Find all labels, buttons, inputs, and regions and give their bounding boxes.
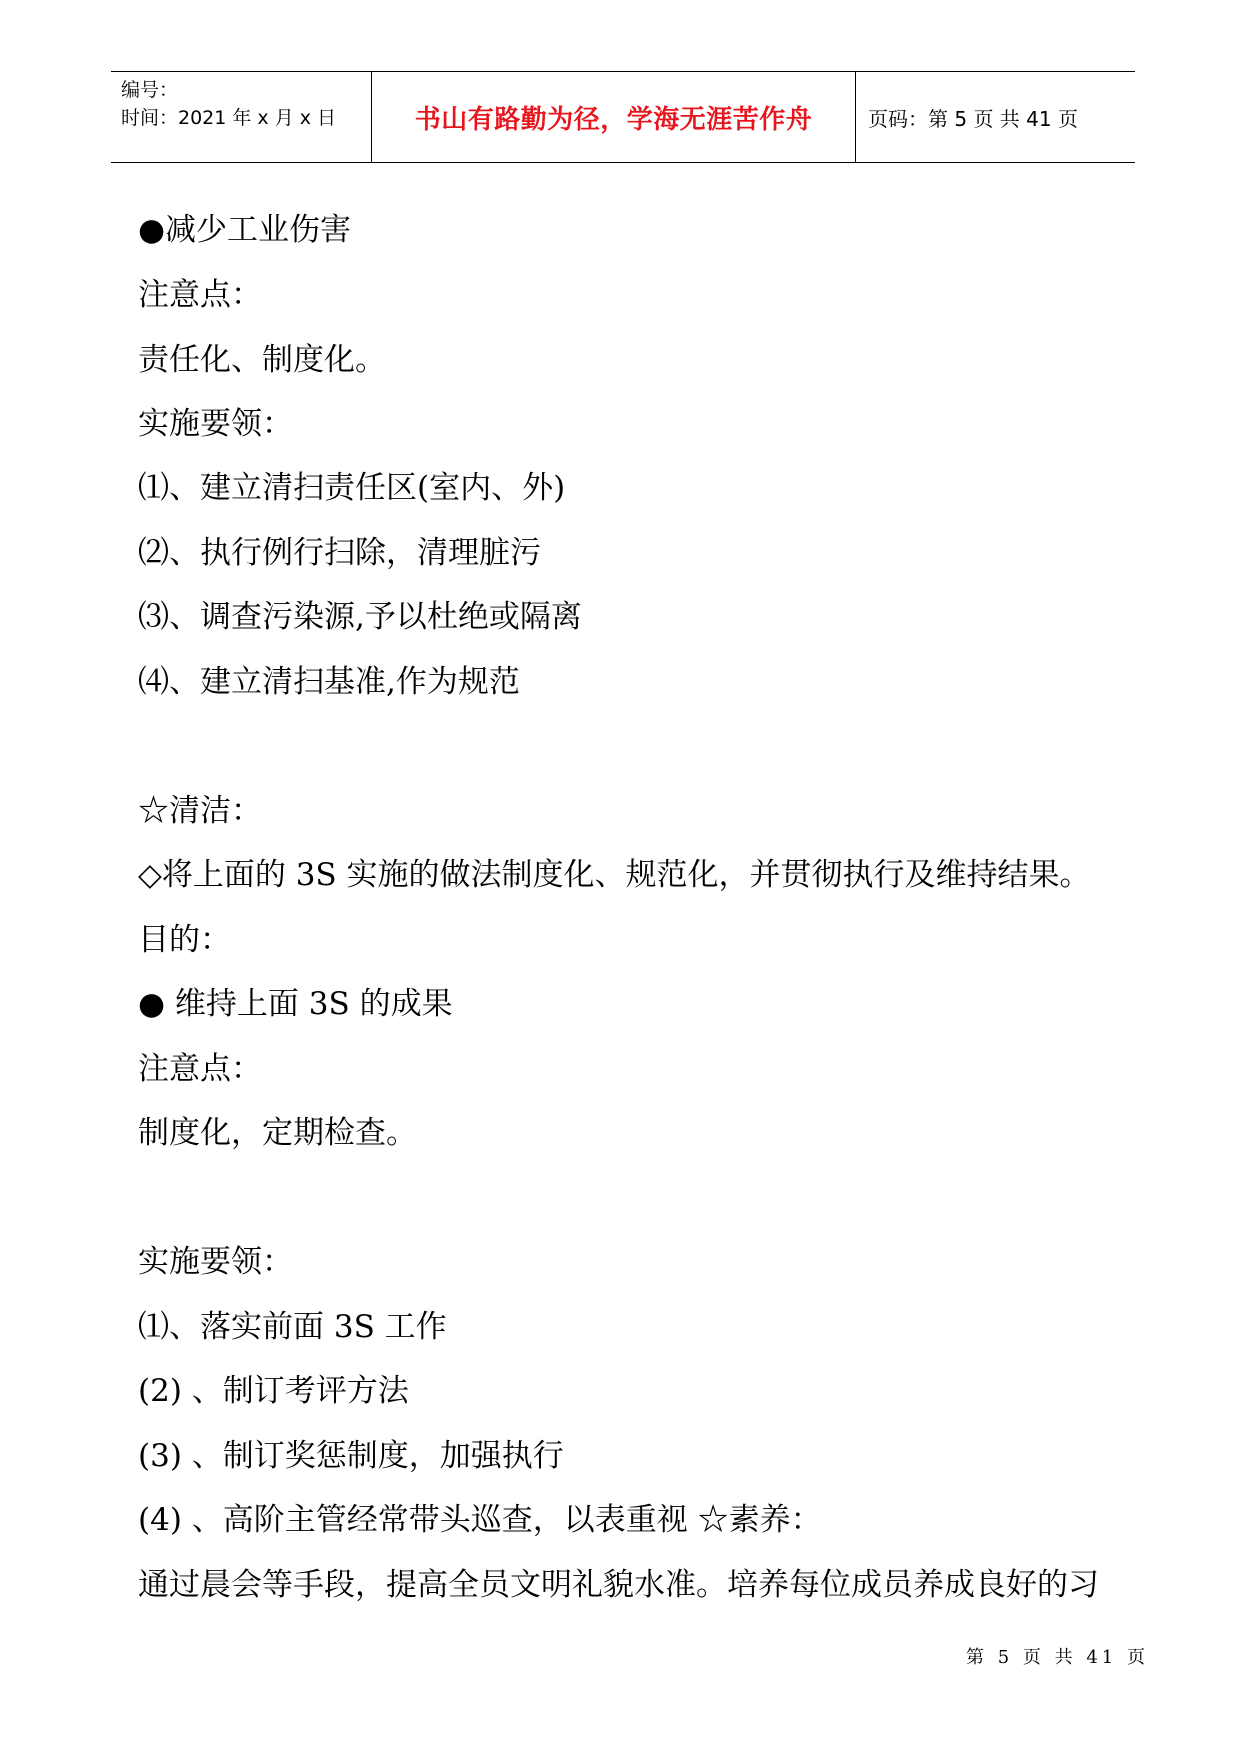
text-line: ●减少工业伤害: [138, 212, 352, 248]
text-line: 目的：: [138, 922, 231, 958]
header-meta: [111, 72, 372, 162]
text-line: 制度化，定期检查。: [138, 1115, 417, 1151]
page-header: [111, 71, 1135, 163]
text-line: 实施要领：: [138, 1244, 293, 1280]
text-line: ◇将上面的 3S 实施的做法制度化、规范化，并贯彻执行及维持结果。: [138, 857, 1091, 893]
header-motto: 书山有路勤为径，学海无涯苦作舟: [372, 72, 856, 162]
text-line: 通过晨会等手段，提高全员文明礼貌水准。培养每位成员养成良好的习: [138, 1567, 1099, 1603]
document-time: 时间：2021 年 x 月 x 日: [121, 107, 337, 129]
text-line: ⑴、建立清扫责任区(室内、外): [138, 470, 566, 506]
text-line: (2) 、制订考评方法: [138, 1373, 409, 1409]
text-line: ⑴、落实前面 3S 工作: [138, 1309, 447, 1345]
text-line: 实施要领：: [138, 406, 293, 442]
page-footer: 第 5 页 共 41 页: [966, 1647, 1149, 1668]
text-line: ⑶、调查污染源,予以杜绝或隔离: [138, 599, 582, 635]
text-line: (4) 、高阶主管经常带头巡查，以表重视 ☆素养：: [138, 1502, 822, 1538]
document-number-label: 编号：: [121, 79, 179, 101]
text-line: 责任化、制度化。: [138, 342, 386, 378]
text-line: (3) 、制订奖惩制度，加强执行: [138, 1438, 564, 1474]
text-line: ● 维持上面 3S 的成果: [138, 986, 453, 1022]
text-line: 注意点：: [138, 277, 262, 313]
text-line: 注意点：: [138, 1051, 262, 1087]
header-page-info: 页码：第 5 页 共 41 页: [868, 106, 1078, 131]
text-line: ⑷、建立清扫基准,作为规范: [138, 664, 520, 700]
text-line: ☆清洁：: [138, 793, 262, 829]
text-line: ⑵、执行例行扫除，清理脏污: [138, 535, 541, 571]
